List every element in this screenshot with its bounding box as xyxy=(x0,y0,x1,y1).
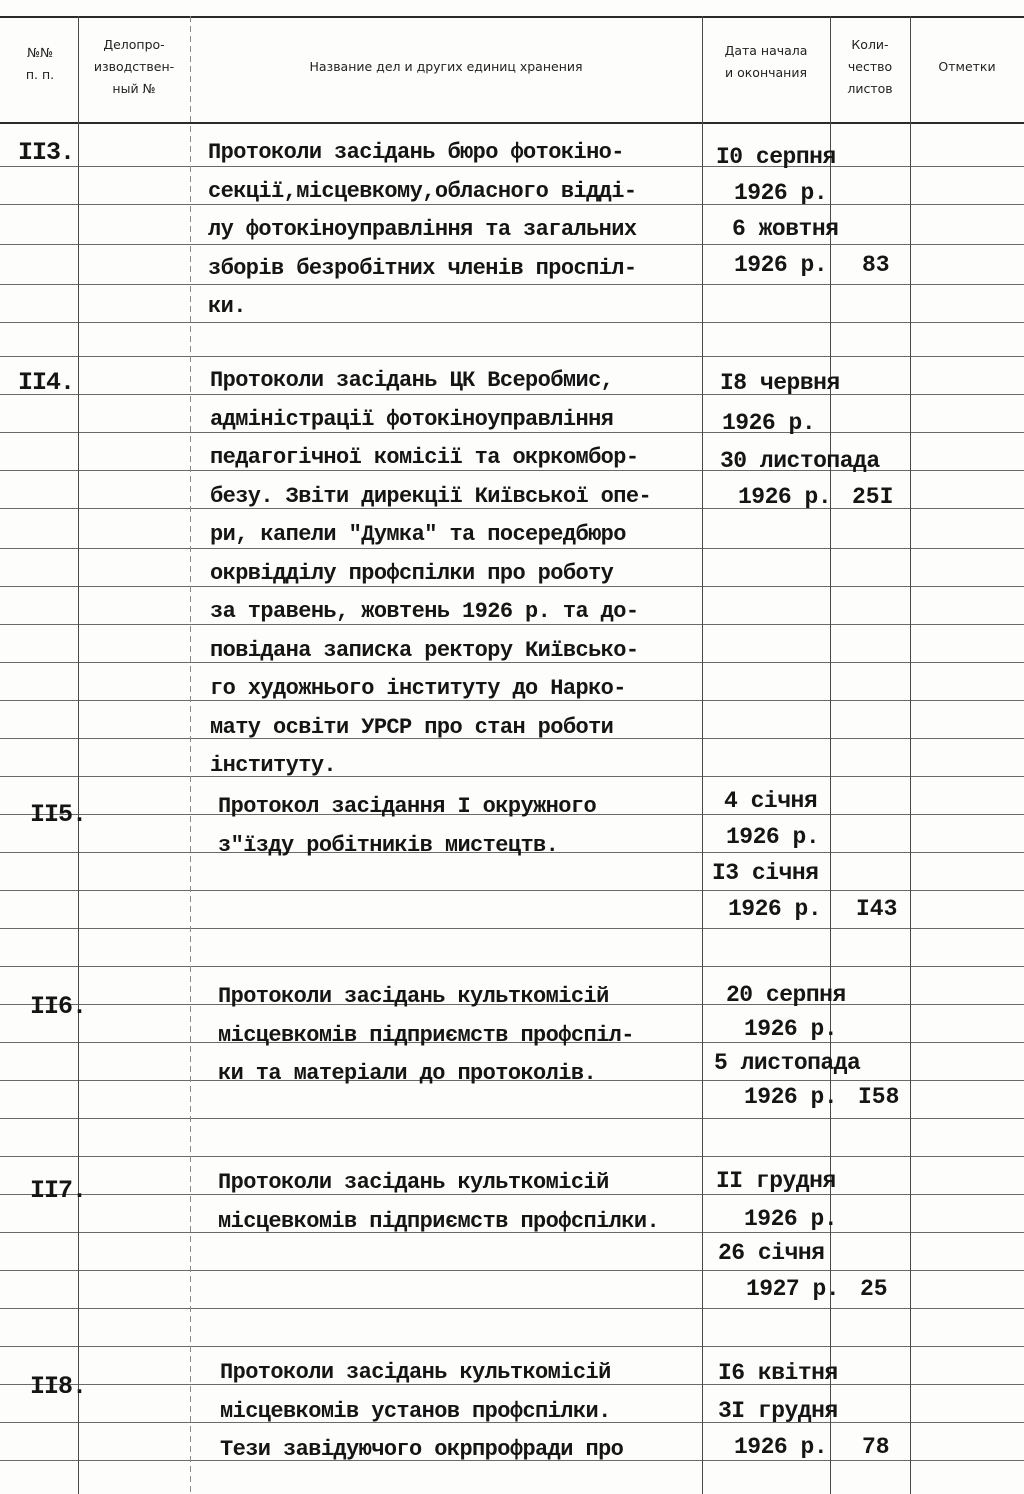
entry-title: Протокол засідання I окружного з"їзду робітників мистецтв. xyxy=(218,794,597,858)
entry-sheet-count: 78 xyxy=(862,1434,890,1460)
entry-start-year: 1926 р. xyxy=(744,1206,838,1232)
table-top-border xyxy=(0,16,1024,18)
header-col-notes: Отметки xyxy=(938,59,996,74)
entry-title: Протоколи засідань культкомісій місцевкомів установ профспілки. Тези завідуючого окрпрофради про xyxy=(220,1360,624,1462)
entry-end-year: 1926 р. xyxy=(744,1084,838,1110)
entry-end-year: 1927 р. xyxy=(746,1276,840,1302)
entry-sheet-count: 25 xyxy=(860,1276,888,1302)
entry-start-year: 1926 р. xyxy=(734,180,828,206)
header-bottom-border xyxy=(0,122,1024,124)
column-divider xyxy=(190,16,191,1494)
header-col-sheets: Коли- чество листов xyxy=(847,37,893,96)
header-col-office-number: Делопро- изводствен- ный № xyxy=(93,37,175,96)
entry-year: 1926 р. xyxy=(734,1434,828,1460)
header-col-number: №№ п. п. xyxy=(25,45,55,82)
entry-start-date: I8 червня xyxy=(720,370,840,396)
entry-sheet-count: I43 xyxy=(856,896,898,922)
entry-title: Протоколи засідань бюро фотокіно- секції,місцевкому,обласного відді- лу фотокіноуправління та загальних зборів безробітних членів проспіл- ки. xyxy=(208,140,637,319)
entry-title: Протоколи засідань ЦК Всеробмис, адміністрації фотокіноуправління педагогічної комісії та окркомбор- безу. Звіти дирекції Київської опе- ри, капели "Думка" та посередбюро окрвідділу профспілки про роботу за травень, жовтень 1926 р. та до- повідана записка ректору Київсько- го художнього інституту до Нарко- мату освіти УРСР про стан роботи інституту. xyxy=(210,368,652,778)
entry-number: II3. xyxy=(18,138,75,167)
entry-end-date: 26 січня xyxy=(718,1240,825,1266)
entry-end-date: 30 листопада xyxy=(720,448,880,474)
entry-title: Протоколи засідань культкомісій місцевкомів підприємств профспіл- ки та матеріали до протоколів. xyxy=(218,984,634,1086)
entry-start-date: I0 серпня xyxy=(716,144,836,170)
entry-start-date: I6 квітня xyxy=(718,1360,838,1386)
entry-start-date: 20 серпня xyxy=(726,982,846,1008)
entry-number: II5. xyxy=(30,800,87,829)
entry-end-date: 3I грудня xyxy=(718,1398,838,1424)
entry-end-date: 5 листопада xyxy=(714,1050,861,1076)
entry-title: Протоколи засідань культкомісій місцевкомів підприємств профспілки. xyxy=(218,1170,660,1234)
header-col-dates: Дата начала и окончания xyxy=(724,43,808,80)
entry-number: II7. xyxy=(30,1176,87,1205)
entry-number: II8. xyxy=(30,1372,87,1401)
entry-start-year: 1926 р. xyxy=(726,824,820,850)
entry-end-date: I3 січня xyxy=(712,860,819,886)
entry-end-year: 1926 р. xyxy=(728,896,822,922)
header-col-title: Название дел и других единиц хранения xyxy=(309,59,583,74)
entry-end-year: 1926 р. xyxy=(734,252,828,278)
entry-end-date: 6 жовтня xyxy=(732,216,839,242)
entry-start-year: 1926 р. xyxy=(744,1016,838,1042)
entry-number: II4. xyxy=(18,368,75,397)
column-divider xyxy=(910,16,911,1494)
entry-start-date: 4 січня xyxy=(724,788,818,814)
column-divider xyxy=(78,16,79,1494)
entry-start-year: 1926 р. xyxy=(722,410,816,436)
entry-end-year: 1926 р. xyxy=(738,484,832,510)
entry-start-date: II грудня xyxy=(716,1168,836,1194)
entry-sheet-count: 25I xyxy=(852,484,894,510)
entry-sheet-count: I58 xyxy=(858,1084,900,1110)
entry-number: II6. xyxy=(30,992,87,1021)
entry-sheet-count: 83 xyxy=(862,252,890,278)
column-divider xyxy=(702,16,703,1494)
